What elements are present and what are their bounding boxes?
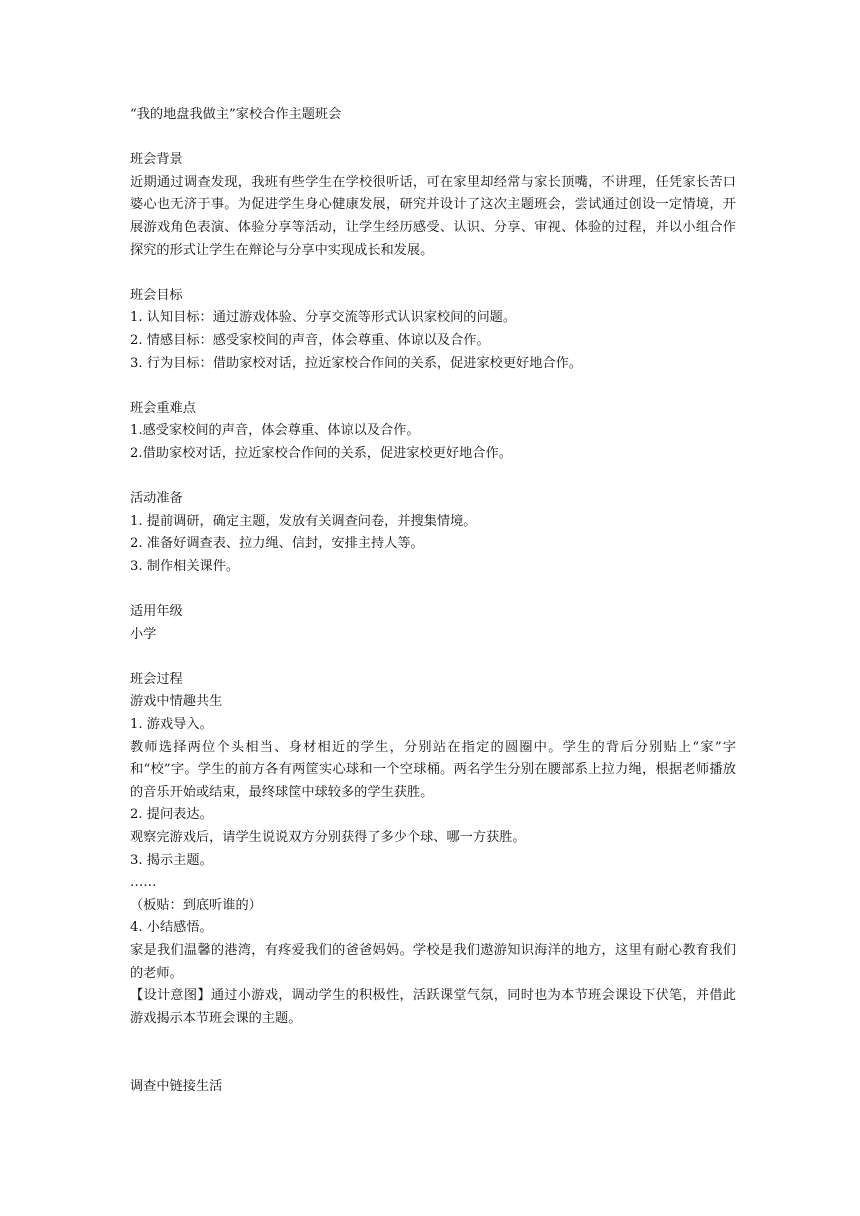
grade-heading: 适用年级 xyxy=(130,604,183,620)
preparation-heading: 活动准备 xyxy=(130,491,183,507)
process-step-text: 教师选择两位个头相当、身材相近的学生，分别站在指定的圆圈中。学生的背后分别贴上“家”字和“校”字。学生的前方各有两筐实心球和一个空球桶。两名学生分别在腰部系上拉力绳，根据老师播放的音乐开始或结束，最终球筐中球较多的学生获胜。 xyxy=(130,739,736,800)
preparation-item: 3. 制作相关课件。 xyxy=(130,558,240,574)
goal-item: 1. 认知目标：通过游戏体验、分享交流等形式认识家校间的问题。 xyxy=(130,310,517,326)
spacer xyxy=(130,127,736,150)
process-step-text: 家是我们温馨的港湾，有疼爱我们的爸爸妈妈。学校是我们遨游知识海洋的地方，这里有耐心教育我们的老师。 xyxy=(130,942,736,981)
goal-item: 3. 行为目标：借助家校对话，拉近家校合作间的关系，促进家校更好地合作。 xyxy=(130,355,582,371)
ellipsis: …… xyxy=(130,875,157,891)
key-point-item: 1.感受家校间的声音，体会尊重、体谅以及合作。 xyxy=(130,423,420,439)
spacer xyxy=(130,1030,736,1075)
process-section-title: 游戏中情趣共生 xyxy=(130,694,223,710)
goals-heading: 班会目标 xyxy=(130,287,183,303)
process-step: 4. 小结感悟。 xyxy=(130,920,213,936)
process-step-text: 观察完游戏后，请学生说说双方分别获得了多少个球、哪一方获胜。 xyxy=(130,830,526,845)
process-step: 1. 游戏导入。 xyxy=(130,717,213,733)
spacer xyxy=(130,466,736,489)
spacer xyxy=(130,375,736,398)
board-note: （板贴：到底听谁的） xyxy=(130,897,262,913)
spacer xyxy=(130,646,736,669)
spacer xyxy=(130,262,736,285)
document-title: “我的地盘我做主”家校合作主题班会 xyxy=(130,107,342,122)
background-text: 近期通过调查发现，我班有些学生在学校很听话，可在家里却经常与家长顶嘴，不讲理，任凭家长苦口婆心也无济于事。为促进学生身心健康发展，研究并设计了这次主题班会，尝试通过创设一定情境，开展游戏角色表演、体验分享等活动，让学生经历感受、认识、分享、审视、体验的过程，并以小组合作探究的形式让学生在辩论与分享中实现成长和发展。 xyxy=(130,174,736,258)
spacer xyxy=(130,578,736,601)
key-points-heading: 班会重难点 xyxy=(130,400,196,416)
goal-item: 2. 情感目标：感受家校间的声音，体会尊重、体谅以及合作。 xyxy=(130,332,490,348)
process-section-title: 调查中链接生活 xyxy=(130,1078,223,1094)
key-point-item: 2.借助家校对话，拉近家校合作间的关系，促进家校更好地合作。 xyxy=(130,445,512,461)
process-step: 2. 提问表达。 xyxy=(130,807,213,823)
preparation-item: 1. 提前调研，确定主题，发放有关调查问卷，并搜集情境。 xyxy=(130,513,477,529)
process-step: 3. 揭示主题。 xyxy=(130,852,213,868)
background-heading: 班会背景 xyxy=(130,152,183,168)
process-heading: 班会过程 xyxy=(130,671,183,687)
design-intent: 【设计意图】通过小游戏，调动学生的积极性，活跃课堂气氛，同时也为本节班会课设下伏笔，并借此游戏揭示本节班会课的主题。 xyxy=(130,988,736,1026)
grade-value: 小学 xyxy=(130,626,157,642)
preparation-item: 2. 准备好调查表、拉力绳、信封，安排主持人等。 xyxy=(130,536,424,552)
document-body xyxy=(130,104,736,1098)
